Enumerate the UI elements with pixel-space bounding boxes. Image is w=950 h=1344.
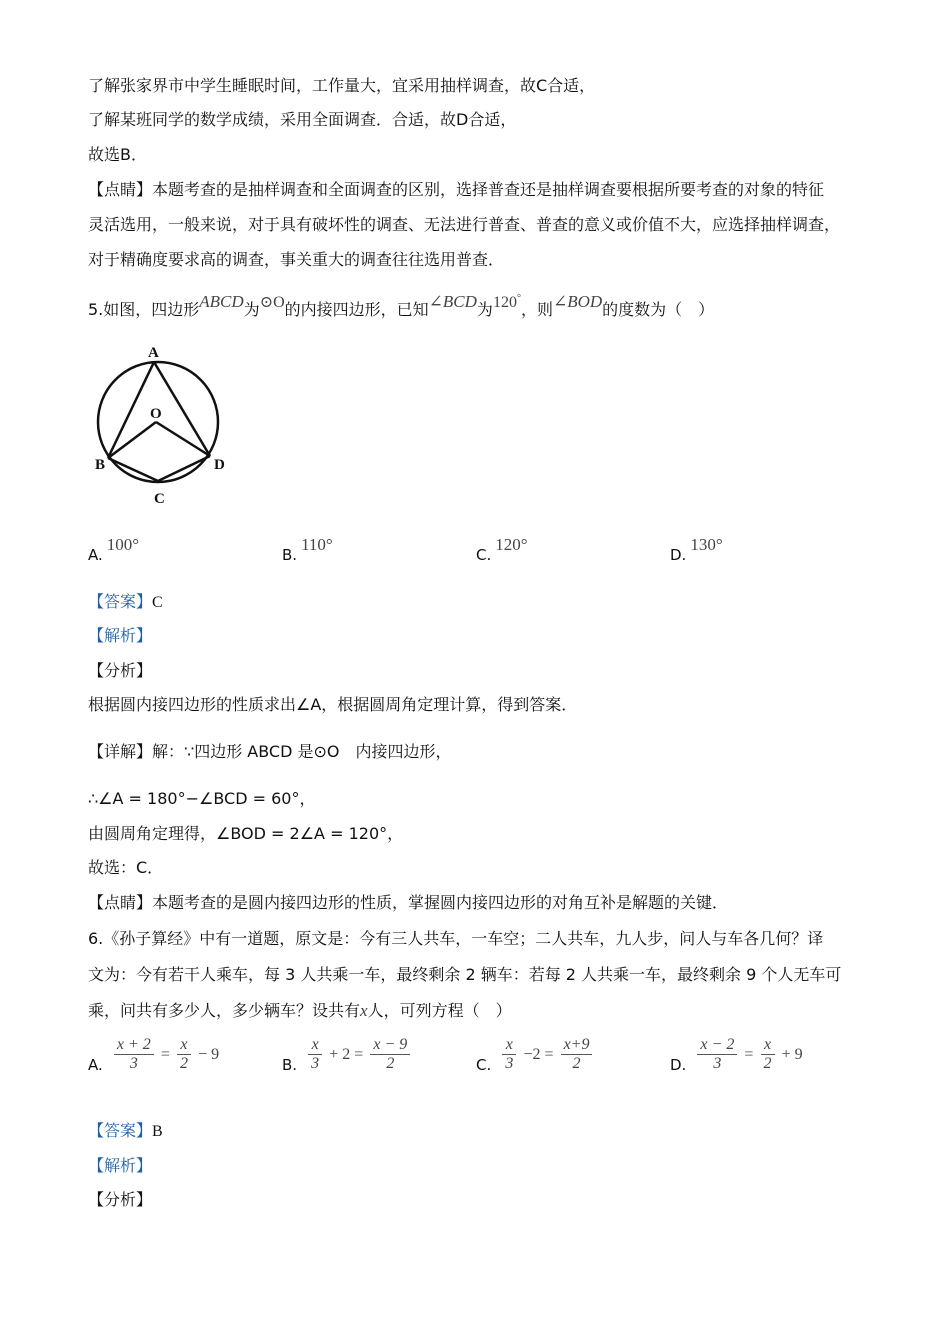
- label-d: D: [214, 457, 225, 473]
- option-label: A.: [88, 1055, 103, 1074]
- option-label: C.: [476, 546, 492, 564]
- fraction-rhs: [561, 1036, 593, 1073]
- numerator: x − 2: [697, 1036, 737, 1055]
- denominator: 3: [311, 1055, 320, 1072]
- denominator: 3: [129, 1055, 138, 1072]
- option-label: C.: [476, 1055, 492, 1074]
- numerator: x: [761, 1036, 775, 1055]
- option-value: 130°: [690, 535, 723, 554]
- q6-fenxi-tag: 【分析】: [88, 1190, 153, 1209]
- q5-step-3: 故选：C．: [88, 858, 164, 877]
- q5-t3: 为: [476, 300, 493, 319]
- option-value: 110°: [301, 535, 333, 554]
- q5-option-d[interactable]: [670, 535, 723, 565]
- q5-figure: [90, 340, 250, 510]
- label-c: C: [154, 491, 165, 507]
- q5-t4: ，则: [520, 300, 553, 319]
- dianjing-text: 本题考查的是圆内接四边形的性质，掌握圆内接四边形的对角互补是解题的关键．: [152, 893, 729, 912]
- q6-line3-b: 人，可列方程（ ）: [367, 1001, 512, 1020]
- dianjing-1-line-3: 对于精确度要求高的调查，事关重大的调查往往选用普查．: [88, 250, 505, 269]
- q5-option-c[interactable]: [476, 535, 528, 565]
- fraction-lhs: [502, 1036, 516, 1073]
- q5-t1: 为: [243, 300, 260, 319]
- xiangjie-tag: 【详解】: [88, 742, 153, 761]
- q5-option-a[interactable]: [88, 535, 140, 565]
- dianjing-tag: 【点睛】: [88, 180, 153, 199]
- fraction-rhs: [370, 1036, 410, 1073]
- q5-abcd: ABCD: [199, 292, 244, 311]
- option-value: 120°: [495, 535, 528, 554]
- numerator: x: [308, 1036, 322, 1055]
- middle-term: −2 =: [523, 1045, 554, 1063]
- q5-fenxi-text: 根据圆内接四边形的性质求出∠A，根据圆周角定理计算，得到答案．: [88, 695, 578, 714]
- q6-option-d[interactable]: [670, 1036, 805, 1073]
- fraction-rhs: [761, 1036, 775, 1073]
- option-label: D.: [670, 1055, 687, 1074]
- numerator: x: [177, 1036, 191, 1055]
- q6-stem-line-3: [88, 1001, 512, 1021]
- q5-val-120: 120: [492, 294, 517, 311]
- option-value: 100°: [106, 535, 140, 554]
- intro-line-2: 了解某班同学的数学成绩，采用全面调查．合适，故D合适，: [88, 110, 517, 129]
- q5-stem: [88, 292, 715, 323]
- q5-option-b[interactable]: [282, 535, 333, 565]
- equals-sign: =: [160, 1045, 170, 1063]
- q5-step-1: ∴∠A = 180°−∠BCD = 60°，: [88, 789, 316, 808]
- q5-fenxi-tag: 【分析】: [88, 661, 153, 680]
- q5-xiangjie: [88, 742, 452, 762]
- dianjing-tag: 【点睛】: [88, 893, 153, 912]
- answer-tag: 【答案】: [88, 1121, 153, 1140]
- fraction-rhs: [177, 1036, 191, 1073]
- equals-sign: =: [744, 1045, 754, 1063]
- segment-ad: [154, 362, 210, 456]
- option-label: A.: [88, 546, 103, 564]
- fraction-lhs: [308, 1036, 322, 1073]
- q6-option-b[interactable]: [282, 1036, 410, 1073]
- option-label: B.: [282, 1055, 298, 1074]
- q5-t5: 的度数为（ ）: [602, 300, 715, 319]
- numerator: x+9: [561, 1036, 593, 1055]
- xiangjie-text: 解：∵四边形 ABCD 是⊙O 内接四边形，: [152, 742, 452, 761]
- q5-analysis-tag: 【解析】: [88, 626, 153, 645]
- q5-t2: 的内接四边形，已知: [284, 300, 429, 319]
- intro-line-1: 了解张家界市中学生睡眠时间，工作量大，宜采用抽样调查，故C合适，: [88, 76, 596, 95]
- q5-degree: °: [516, 293, 521, 304]
- q5-prefix: 5.如图，四边形: [88, 300, 200, 319]
- middle-term: + 2 =: [329, 1045, 364, 1063]
- dianjing-text: 本题考查的是抽样调查和全面调查的区别，选择普查还是抽样调查要根据所要考查的对象的特征: [152, 180, 825, 199]
- q5-answer: [88, 592, 163, 613]
- q5-angle-bod: ∠BOD: [552, 292, 603, 311]
- answer-value: B: [152, 1123, 163, 1140]
- numerator: x: [502, 1036, 516, 1055]
- q6-var-x: x: [360, 1001, 368, 1020]
- tail-term: − 9: [198, 1045, 220, 1063]
- fraction-lhs: [697, 1036, 737, 1073]
- segment-bo: [108, 422, 156, 458]
- denominator: 3: [713, 1055, 722, 1072]
- option-label: B.: [282, 546, 298, 564]
- fraction-lhs: [114, 1036, 154, 1073]
- q5-dianjing: [88, 893, 728, 913]
- denominator: 3: [505, 1055, 514, 1072]
- q6-option-a[interactable]: [88, 1036, 221, 1073]
- numerator: x + 2: [114, 1036, 154, 1055]
- q6-answer: [88, 1121, 163, 1142]
- q6-stem-line-2: 文为：今有若干人乘车，每 3 人共乘一车，最终剩余 2 辆车：若每 2 人共乘一车，最终剩余 9 个人无车可: [88, 965, 842, 984]
- dianjing-1-line-2: 灵活选用，一般来说，对于具有破坏性的调查、无法进行普查、普查的意义或价值不大，应选择抽样调查，: [88, 215, 841, 234]
- q5-angle-bcd: ∠BCD: [428, 292, 477, 311]
- denominator: 2: [386, 1055, 395, 1072]
- denominator: 2: [572, 1055, 581, 1072]
- label-a: A: [148, 345, 159, 361]
- intro-line-3: 故选B．: [88, 145, 147, 164]
- tail-term: + 9: [781, 1045, 803, 1063]
- numerator: x − 9: [370, 1036, 410, 1055]
- label-b: B: [95, 457, 106, 473]
- label-o: O: [150, 406, 162, 422]
- option-label: D.: [670, 546, 687, 564]
- answer-tag: 【答案】: [88, 592, 153, 611]
- q5-circle-o: ⊙O: [259, 294, 285, 311]
- q6-stem-line-1: 6.《孙子算经》中有一道题，原文是：今有三人共车，一车空；二人共车，九人步，问人与车各几何？译: [88, 929, 824, 948]
- denominator: 2: [763, 1055, 772, 1072]
- dianjing-1-line-1: [88, 180, 824, 200]
- q6-line3-a: 乘，问共有多少人，多少辆车？设共有: [88, 1001, 361, 1020]
- segment-ab: [108, 362, 154, 458]
- q6-analysis-tag: 【解析】: [88, 1156, 153, 1175]
- answer-value: C: [152, 594, 163, 611]
- denominator: 2: [179, 1055, 188, 1072]
- q5-step-2: 由圆周角定理得，∠BOD = 2∠A = 120°，: [88, 824, 404, 843]
- segment-od: [156, 422, 210, 456]
- q6-option-c[interactable]: [476, 1036, 592, 1073]
